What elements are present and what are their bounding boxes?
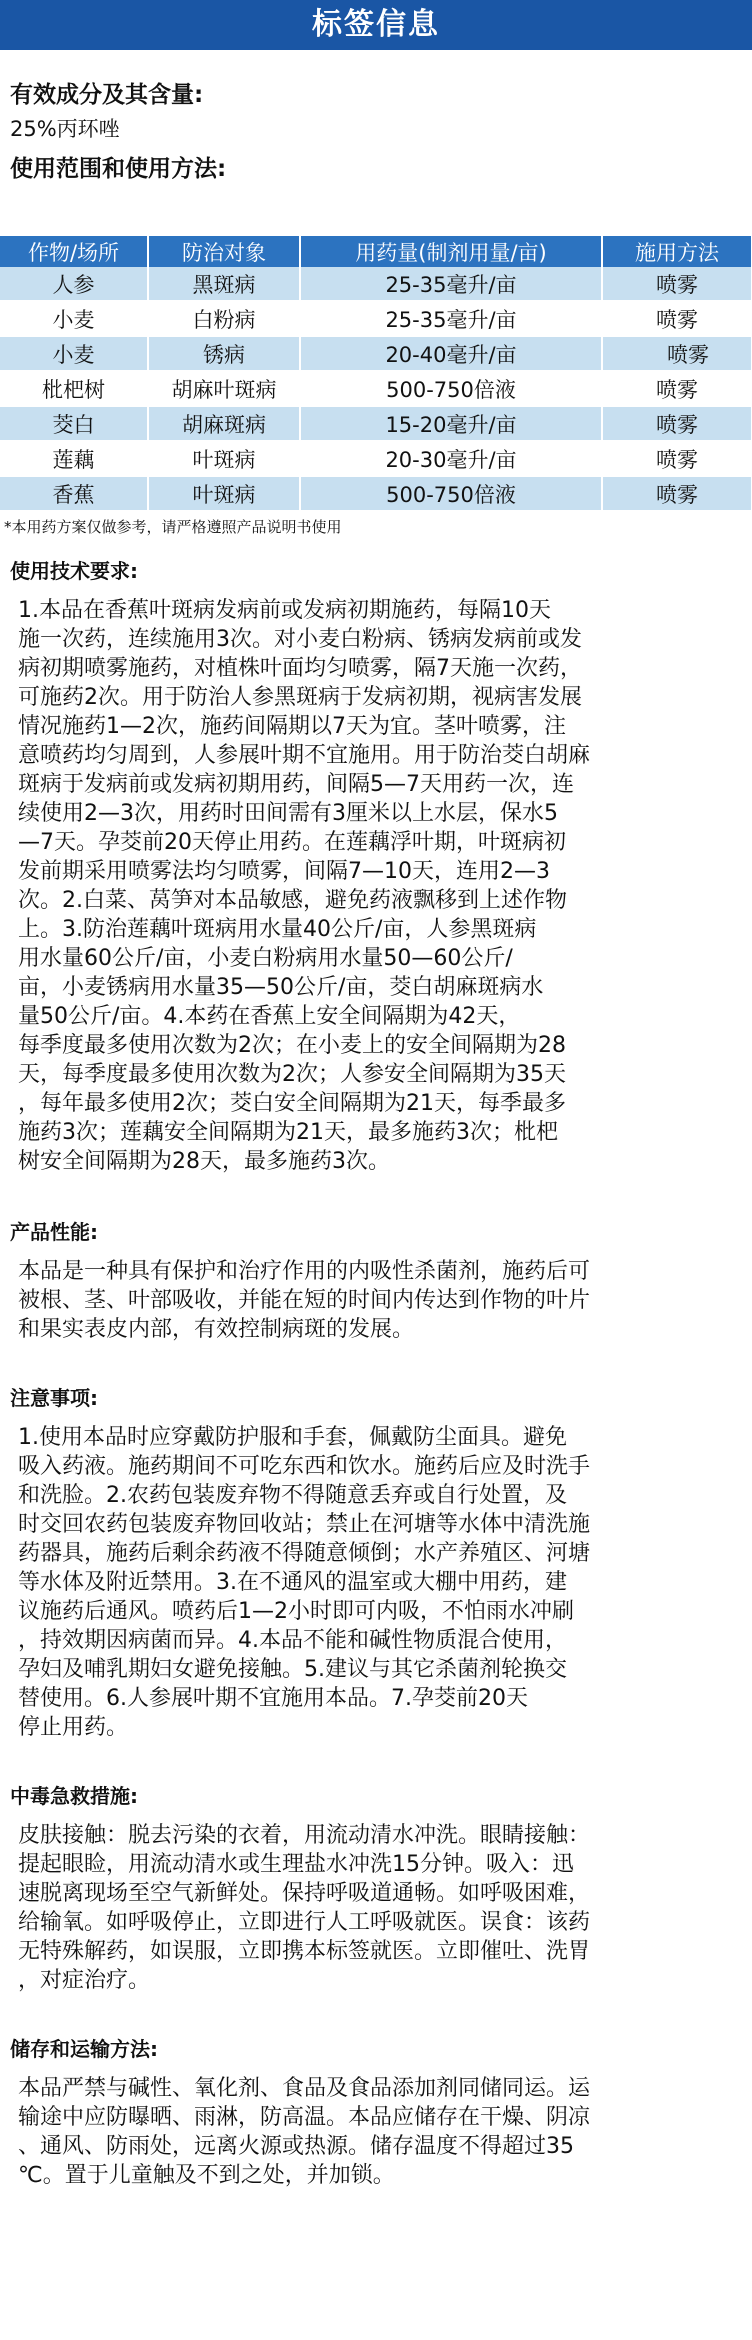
table-row (0, 476, 752, 511)
caution-title: 注意事项: (10, 1386, 98, 1410)
cell-target: 叶斑病 (148, 441, 300, 476)
cell-crop: 小麦 (0, 336, 148, 371)
tech-title: 使用技术要求: (10, 559, 138, 583)
storage-title: 储存和运输方法: (10, 2037, 158, 2061)
cell-dosage: 15-20毫升/亩 (300, 406, 602, 441)
col-header-dosage: 用药量(制剂用量/亩) (300, 236, 602, 267)
cell-method: 喷雾 (602, 406, 752, 441)
cell-dosage: 500-750倍液 (300, 371, 602, 406)
table-row (0, 336, 752, 371)
header-title: 标签信息 (312, 7, 440, 42)
scope-label: 使用范围和使用方法: (10, 156, 227, 182)
col-header-crop: 作物/场所 (0, 236, 148, 267)
cell-dosage: 25-35毫升/亩 (300, 267, 602, 301)
cell-target: 白粉病 (148, 301, 300, 336)
cell-dosage: 20-30毫升/亩 (300, 441, 602, 476)
table-header-row (0, 236, 752, 267)
cell-crop: 香蕉 (0, 476, 148, 511)
cell-method: 喷雾 (602, 336, 752, 371)
cell-dosage: 25-35毫升/亩 (300, 301, 602, 336)
cell-dosage: 20-40毫升/亩 (300, 336, 602, 371)
cell-method: 喷雾 (602, 476, 752, 511)
table-row (0, 301, 752, 336)
firstaid-text: 皮肤接触：脱去污染的衣着，用流动清水冲洗。眼睛接触： 提起眼睑，用流动清水或生理盐水冲洗15分钟。吸入：迅 速脱离现场至空气新鲜处。保持呼吸道通畅。如呼吸困难， 给输氧。如呼吸停止，立即进行人工呼吸就医。误食：该药 无特殊解药，如误服，立即携本标签就医。立即催吐、洗胃 ，对症治疗。 (18, 1823, 591, 1993)
cell-target: 胡麻斑病 (148, 406, 300, 441)
cell-crop: 小麦 (0, 301, 148, 336)
performance-text: 本品是一种具有保护和治疗作用的内吸性杀菌剂，施药后可 被根、茎、叶部吸收，并能在短的时间内传达到作物的叶片 和果实表皮内部，有效控制病斑的发展。 (18, 1259, 591, 1342)
tech-text: 1.本品在香蕉叶斑病发病前或发病初期施药，每隔10天 施一次药，连续施用3次。对小麦白粉病、锈病发病前或发 病初期喷雾施药，对植株叶面均匀喷雾，隔7天施一次药， 可施药2次。用于防治人参黑斑病于发病初期，视病害发展 情况施药1—2次，施药间隔期以7天为宜。茎叶喷雾，注 意喷药均匀周到，人参展叶期不宜施用。用于防治茭白胡麻 斑病于发病前或发病初期用药，间隔5—7天用药一次，连 续使用2—3次，用药时田间需有3厘米以上水层，保水5 —7天。孕茭前20天停止用药。在莲藕浮叶期，叶斑病初 发前期采用喷雾法均匀喷雾，间隔7—10天，连用2—3 次。2.白菜、莴笋对本品敏感，避免药液飘移到上述作物 上。3.防治莲藕叶斑病用水量40公斤/亩，人参黑斑病 用水量60公斤/亩，小麦白粉病用水量50—60公斤/ 亩，小麦锈病用水量35—50公斤/亩，茭白胡麻斑病水 量50公斤/亩。4.本药在香蕉上安全间隔期为42天， 每季度最多使用次数为2次；在小麦上的安全间隔期为28 天，每季度最多使用次数为2次；人参安全间隔期为35天 ，每年最多使用2次；茭白安全间隔期为21天，每季最多 施药3次；莲藕安全间隔期为21天，最多施药3次；枇杷 树安全间隔期为28天，最多施药3次。 (18, 598, 591, 1174)
cell-method: 喷雾 (602, 441, 752, 476)
cell-crop: 枇杷树 (0, 371, 148, 406)
label-info-header (0, 0, 752, 50)
table-row (0, 406, 752, 441)
cell-dosage: 500-750倍液 (300, 476, 602, 511)
usage-table (0, 236, 752, 512)
cell-crop: 茭白 (0, 406, 148, 441)
col-header-target: 防治对象 (148, 236, 300, 267)
cell-target: 锈病 (148, 336, 300, 371)
cell-method: 喷雾 (602, 371, 752, 406)
table-note: *本用药方案仅做参考，请严格遵照产品说明书使用 (4, 518, 342, 536)
storage-text: 本品严禁与碱性、氧化剂、食品及食品添加剂同储同运。运 输途中应防曝晒、雨淋，防高温。本品应储存在干燥、阴凉 、通风、防雨处，远离火源或热源。储存温度不得超过35 ℃。置于儿童触及不到之处，并加锁。 (18, 2076, 591, 2188)
cell-target: 黑斑病 (148, 267, 300, 301)
cell-target: 胡麻叶斑病 (148, 371, 300, 406)
ingredient-label: 有效成分及其含量: (10, 82, 204, 108)
cell-crop: 人参 (0, 267, 148, 301)
col-header-method: 施用方法 (602, 236, 752, 267)
cell-target: 叶斑病 (148, 476, 300, 511)
table-row (0, 441, 752, 476)
cell-method: 喷雾 (602, 301, 752, 336)
cell-method: 喷雾 (602, 267, 752, 301)
cell-crop: 莲藕 (0, 441, 148, 476)
caution-text: 1.使用本品时应穿戴防护服和手套，佩戴防尘面具。避免 吸入药液。施药期间不可吃东西和饮水。施药后应及时洗手 和洗脸。2.农药包装废弃物不得随意丢弃或自行处置，及 时交回农药包装废弃物回收站；禁止在河塘等水体中清洗施 药器具，施药后剩余药液不得随意倾倒；水产养殖区、河塘 等水体及附近禁用。3.在不通风的温室或大棚中用药，建 议施药后通风。喷药后1—2小时即可内吸，不怕雨水冲刷 ，持效期因病菌而异。4.本品不能和碱性物质混合使用， 孕妇及哺乳期妇女避免接触。5.建议与其它杀菌剂轮换交 替使用。6.人参展叶期不宜施用本品。7.孕茭前20天 停止用药。 (18, 1425, 591, 1740)
performance-title: 产品性能: (10, 1220, 98, 1244)
ingredient-value: 25%丙环唑 (10, 117, 120, 141)
table-row (0, 371, 752, 406)
table-row (0, 267, 752, 301)
firstaid-title: 中毒急救措施: (10, 1784, 138, 1808)
